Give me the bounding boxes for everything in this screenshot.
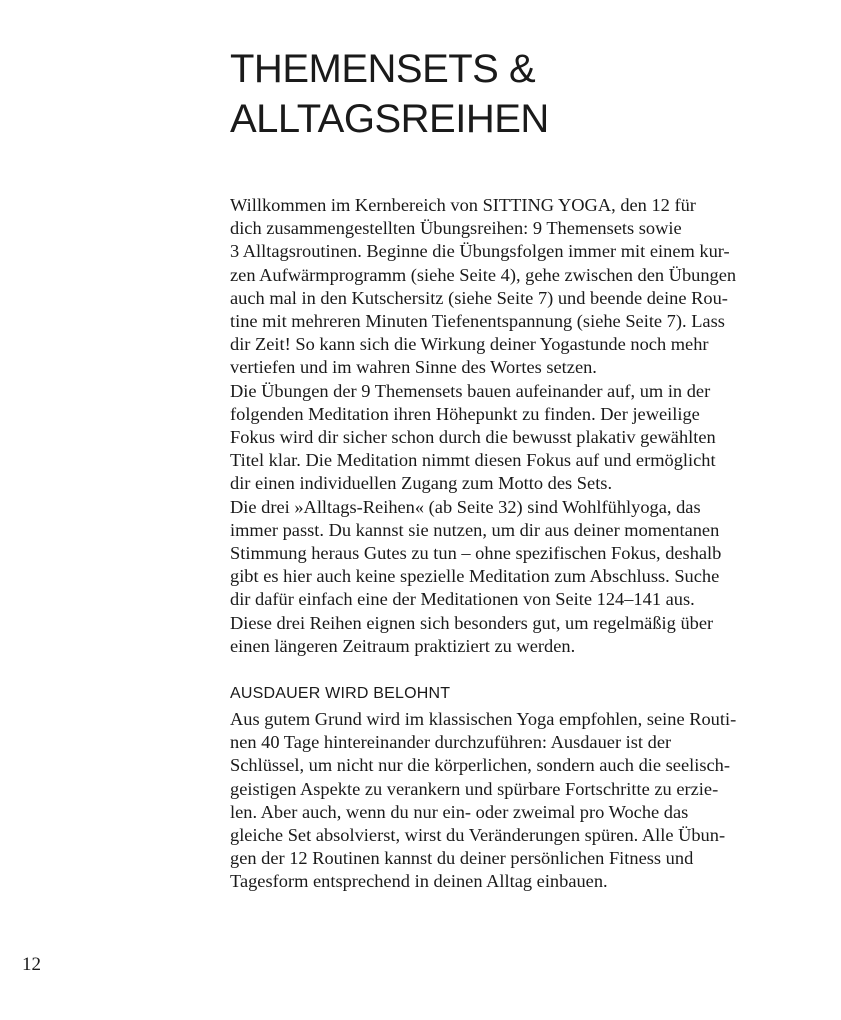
intro-line: Fokus wird dir sicher schon durch die bewusst plakativ gewählten — [230, 427, 716, 448]
intro-line: Die Übungen der 9 Themensets bauen aufeinander auf, um in der — [230, 380, 711, 401]
page-title-line-1: THEMENSETS & — [230, 47, 536, 91]
section-line: geistigen Aspekte zu verankern und spürbare Fortschritte zu erzie- — [230, 778, 719, 799]
section-line: Schlüssel, um nicht nur die körperlichen, sondern auch die seelisch- — [230, 755, 730, 776]
page-number: 12 — [22, 954, 41, 975]
page-title-line-2: ALLTAGSREIHEN — [230, 97, 549, 141]
intro-line: zen Aufwärmprogramm (siehe Seite 4), gehe zwischen den Übungen — [230, 264, 737, 285]
section-text — [230, 708, 750, 894]
intro-line: Die drei »Alltags-Reihen« (ab Seite 32) sind Wohlfühlyoga, das — [230, 496, 701, 517]
section-line: len. Aber auch, wenn du nur ein- oder zweimal pro Woche das — [230, 801, 689, 822]
intro-line: Willkommen im Kernbereich von SITTING YOGA, den 12 für — [230, 195, 696, 215]
intro-line: gibt es hier auch keine spezielle Meditation zum Abschluss. Suche — [230, 566, 720, 587]
page-title — [230, 44, 549, 144]
intro-line: vertiefen und im wahren Sinne des Wortes setzen. — [230, 357, 597, 378]
section-line: Aus gutem Grund wird im klassischen Yoga empfohlen, seine Routi- — [230, 709, 737, 729]
intro-text — [230, 194, 750, 658]
intro-line: Diese drei Reihen eignen sich besonders gut, um regelmäßig über — [230, 612, 714, 633]
section-line: gen der 12 Routinen kannst du deiner persönlichen Fitness und — [230, 848, 694, 869]
intro-line: Titel klar. Die Meditation nimmt diesen Fokus auf und ermöglicht — [230, 450, 716, 471]
intro-line: dich zusammengestellten Übungsreihen: 9 Themensets sowie — [230, 218, 682, 239]
intro-line: dir dafür einfach eine der Meditationen von Seite 124–141 aus. — [230, 589, 695, 610]
intro-line: auch mal in den Kutschersitz (siehe Seite 7) und beende deine Rou- — [230, 287, 728, 308]
section-line: Tagesform entsprechend in deinen Alltag einbauen. — [230, 871, 608, 892]
intro-line: 3 Alltagsroutinen. Beginne die Übungsfolgen immer mit einem kur- — [230, 241, 730, 262]
intro-line: Stimmung heraus Gutes zu tun – ohne spezifischen Fokus, deshalb — [230, 543, 722, 564]
intro-line: tine mit mehreren Minuten Tiefenentspannung (siehe Seite 7). Lass — [230, 311, 725, 332]
section-heading: AUSDAUER WIRD BELOHNT — [230, 685, 451, 702]
section-line: gleiche Set absolvierst, wirst du Veränderungen spüren. Alle Übun- — [230, 825, 726, 846]
intro-line: folgenden Meditation ihren Höhepunkt zu finden. Der jeweilige — [230, 403, 700, 424]
intro-line: dir einen individuellen Zugang zum Motto des Sets. — [230, 473, 613, 494]
section-line: nen 40 Tage hintereinander durchzuführen: Ausdauer ist der — [230, 732, 672, 753]
intro-line: dir Zeit! So kann sich die Wirkung deiner Yogastunde noch mehr — [230, 334, 709, 355]
intro-line: immer passt. Du kannst sie nutzen, um dir aus deiner momentanen — [230, 519, 720, 540]
intro-line: einen längeren Zeitraum praktiziert zu werden. — [230, 635, 576, 656]
